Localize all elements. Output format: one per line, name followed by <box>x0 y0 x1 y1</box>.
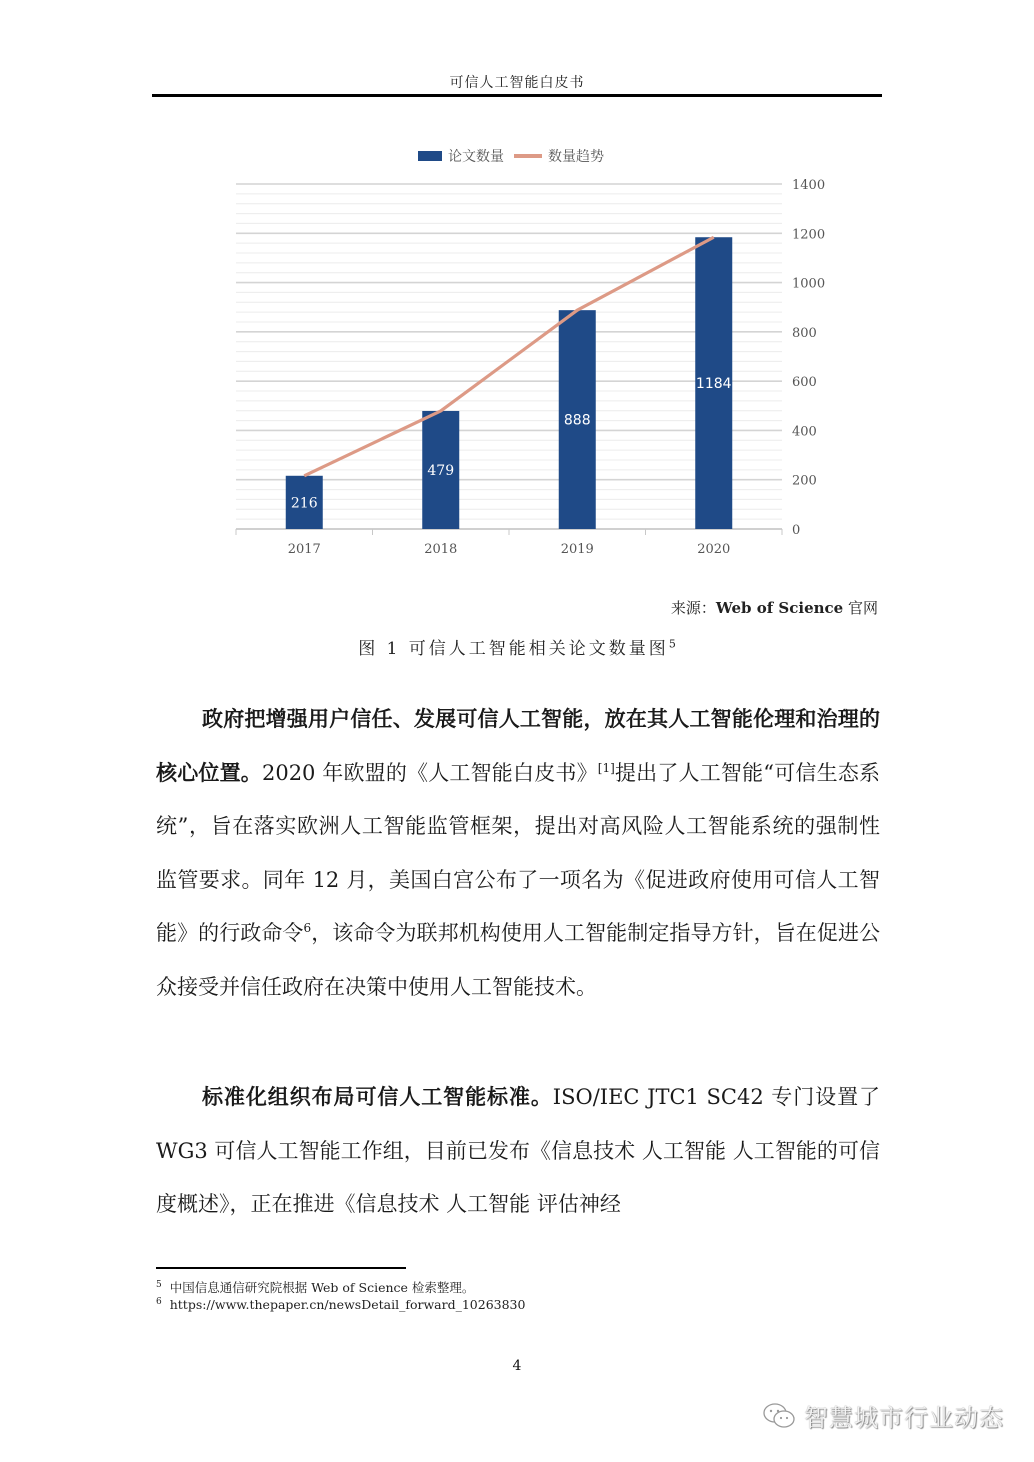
svg-text:200: 200 <box>792 473 817 489</box>
svg-text:888: 888 <box>563 412 591 429</box>
svg-text:400: 400 <box>792 424 817 440</box>
svg-text:600: 600 <box>792 375 817 391</box>
svg-text:216: 216 <box>290 495 318 512</box>
citation-ref[interactable]: [1] <box>597 760 615 775</box>
x-axis-ticks <box>288 542 731 557</box>
svg-text:2017: 2017 <box>287 542 321 557</box>
svg-text:1200: 1200 <box>792 227 826 243</box>
svg-text:1184: 1184 <box>695 376 732 393</box>
wechat-icon <box>762 1402 796 1430</box>
y-axis-ticks <box>792 178 825 538</box>
chart-bars <box>286 237 733 529</box>
footnote-5: $^5$ 中国信息通信研究院根据 Web of Science 检索整理。 <box>156 1279 475 1295</box>
watermark <box>762 1398 1004 1433</box>
svg-text:2019: 2019 <box>560 542 594 557</box>
watermark-text: 智慧城市行业动态 <box>804 1404 1004 1432</box>
chart-data-labels <box>291 376 732 511</box>
footnote-rule <box>156 1267 406 1269</box>
paragraph-standards: 标准化组织布局可信人工智能标准。ISO/IEC JTC1 SC42 专门设置了 WG3 可信人工智能工作组，目前已发布《信息技术 人工智能 人工智能的可信度概述》，正在推进《信息技术 人工智能 评估神经 <box>156 1085 880 1216</box>
figure-caption: 图 1 可信人工智能相关论文数量图$^5$ <box>358 637 676 659</box>
running-header: 可信人工智能白皮书 <box>449 75 585 91</box>
legend-line-label: 数量趋势 <box>548 149 604 165</box>
footnote-ref[interactable]: 5 <box>668 637 676 651</box>
paragraph-lead: 标准化组织布局可信人工智能标准。 <box>202 1085 553 1109</box>
svg-text:1000: 1000 <box>792 276 826 292</box>
legend-bar-label: 论文数量 <box>448 149 504 165</box>
footnote-6: $^6$ https://www.thepaper.cn/newsDetail_forward_10263830 <box>156 1297 526 1313</box>
svg-text:2018: 2018 <box>424 542 458 557</box>
svg-text:1400: 1400 <box>792 178 826 193</box>
svg-text:800: 800 <box>792 325 817 341</box>
footnote-ref[interactable]: 6 <box>303 921 312 935</box>
paragraph-lead: 政府把增强用户信任、发展可信人工智能，放在其人工智能伦理和治理的核心位置。 <box>156 707 880 785</box>
svg-text:0: 0 <box>792 523 801 538</box>
figure-source: 来源：Web of Science 官网 <box>670 599 878 617</box>
svg-text:479: 479 <box>427 462 455 479</box>
footnote-link[interactable]: https://www.thepaper.cn/newsDetail_forward_10263830 <box>169 1297 526 1313</box>
svg-text:2020: 2020 <box>697 542 731 557</box>
bar-line-chart <box>0 0 1034 580</box>
page-number: 4 <box>512 1358 522 1374</box>
paragraph-government: 政府把增强用户信任、发展可信人工智能，放在其人工智能伦理和治理的核心位置。2020 年欧盟的《人工智能白皮书》[1]提出了人工智能“可信生态系统”，旨在落实欧洲人工智能监管框架，提出对高风险人工智能系统的强制性监管要求。同年 12 月，美国白宫公布了一项名为《促进政府使用可信人工智能》的行政命令$^6$，该命令为联邦机构使用人工智能制定指导方针，旨在促进公众接受并信任政府在决策中使用人工智能技术。 <box>156 707 881 999</box>
